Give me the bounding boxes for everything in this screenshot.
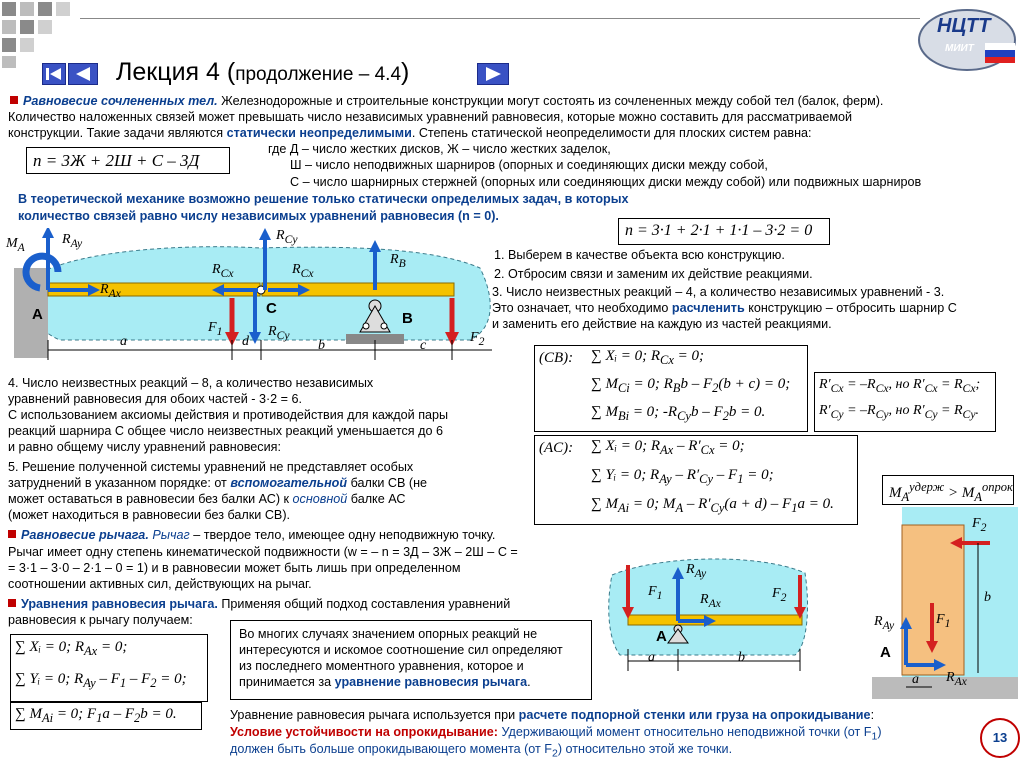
step-5b: затруднений в указанном порядке: от вспомогательной балки СВ (не	[8, 476, 428, 490]
equations-ac-box	[534, 435, 858, 525]
footer-line-2: Условие устойчивости на опрокидывание: Удерживающий момент относительно неподвижной точки (от $F_1$)	[230, 725, 882, 743]
eq-ac-1: ∑ Xᵢ = 0; $R_{Ax} - R'_{Cx} = 0$;	[591, 438, 745, 457]
step-5a: 5. Решение полученной системы уравнений не представляет особых	[8, 460, 414, 474]
lever-note-3: из последнего моментного уравнения, которое и	[239, 659, 524, 673]
eq-pair-1: $R'_{Cx} = -R_{Cx}$, но $R'_{Cx} = R_{Cx}$;	[819, 377, 981, 395]
lever-eq-box-1	[10, 634, 208, 702]
next-slide-button[interactable]	[477, 63, 509, 85]
eq-ac-2: ∑ Yᵢ = 0; $R_{Ay} - R'_{Cy} - F_1 = 0$;	[591, 467, 774, 486]
label-f2: $F_2$	[470, 330, 485, 348]
step-4b: уравнений равновесия для обоих частей - 3·2 = 6.	[8, 392, 303, 406]
stability-formula: $M_A^{удерж} > M_A^{опрок}$	[882, 475, 1014, 505]
lever-dim-a: a	[648, 650, 655, 665]
lever-label-a: A	[656, 628, 667, 645]
lever-eq-3: ∑ $M_{Ai} = 0$; $F_1a - F_2b = 0$.	[15, 706, 177, 725]
footer-line-3: должен быть больше опрокидывающего момента (от $F_2$) относительно этой же точки.	[230, 742, 733, 760]
equations-cb-label: (CB):	[539, 350, 574, 366]
wall-label-rax: $R_{Ax}$	[946, 670, 967, 688]
lever-dim-b: b	[738, 650, 745, 665]
equations-ac-label: (AC):	[539, 440, 574, 456]
eq-cb-3: ∑ $M_{Bi} = 0$; $-R_{Cy}b - F_2b = 0$.	[591, 404, 766, 423]
step-1: 1. Выберем в качестве объекта всю конструкцию.	[494, 248, 785, 262]
lever-note-2: интересуются и искомое соотношение сил определяют	[239, 643, 563, 657]
logo	[915, 5, 1020, 75]
dim-c: c	[420, 338, 427, 353]
step-5d: (может находиться в равновесии без балки СВ).	[8, 508, 291, 522]
dim-b: b	[318, 338, 325, 353]
intro-line-3: конструкции. Такие задачи являются статически неопределимыми. Степень статической неопределимости для плоских систем равна:	[8, 126, 812, 140]
step-4d: реакций шарнира С общее число неизвестных реакций уменьшается до 6	[8, 424, 443, 438]
label-rcx: $R_{Cx}$	[292, 262, 314, 280]
intro-line-2: Количество наложенных связей может превышать число независимых уравнений равновесия, которые можно составить для рассматриваемой	[8, 110, 853, 124]
label-c: C	[266, 300, 277, 317]
wall-dim-b: b	[984, 590, 991, 605]
lever-label-f1: $F_1$	[648, 584, 663, 602]
wall-label-ray: $R_{Ay}$	[874, 614, 895, 632]
label-b-support: B	[402, 310, 413, 327]
eq-ac-3: ∑ $M_{Ai} = 0$; $M_A - R'_{Cy}(a + d) - F_1a = 0$.	[591, 496, 834, 515]
equations-cb-box	[534, 345, 808, 432]
lever-eq-2: ∑ Yᵢ = 0; $R_{Ay} - F_1 - F_2 = 0$;	[15, 671, 187, 690]
definition-c: С – число шарнирных стержней (опорных или соединяющих диски между собой) или подвижных шарниров	[290, 175, 922, 189]
dim-d: d	[242, 334, 249, 349]
corner-squares	[0, 0, 80, 70]
lever-heading: Равновесие рычага. Рычаг – твердое тело, имеющее одну неподвижную точку.	[8, 528, 495, 543]
step-4a: 4. Число неизвестных реакций – 8, а количество независимых	[8, 376, 374, 390]
lever-label-ray: $R_{Ay}$	[686, 562, 707, 580]
intro-line-1: Равновесие сочлененных тел. Железнодорожные и строительные конструкции могут состоять из сочлененных между собой тел (балок, ферм).	[10, 94, 883, 109]
page-title: Лекция 4 (продолжение – 4.4)	[116, 58, 410, 86]
theory-line-1: В теоретической механике возможно решение только статически определимых задач, в которых	[18, 192, 629, 206]
step-4e: и равно общему числу уравнений равновесия:	[8, 440, 281, 454]
dim-a: a	[120, 334, 127, 349]
label-rcy: $R_{Cy}$	[276, 228, 298, 246]
lever-note-box	[230, 620, 592, 700]
lever-line-3: = 3·1 – 3·0 – 2·1 – 0 = 1) и в равновесии может быть лишь при определенном	[8, 561, 461, 575]
wall-label-f2: $F_2$	[972, 516, 987, 534]
header-rule	[80, 18, 920, 19]
eq-cb-2: ∑ $M_{Ci} = 0$; $R_Bb - F_2(b + c) = 0$;	[591, 376, 791, 395]
footer-line-1: Уравнение равновесия рычага используется при расчете подпорной стенки или груза на опрокидывание:	[230, 708, 875, 722]
label-ma: $M_A$	[6, 236, 25, 254]
eq-cb-1: ∑ Xᵢ = 0; $R_{Cx} = 0$;	[591, 348, 705, 367]
logo-subtext: МИИТ	[945, 43, 974, 54]
bullet-square-icon	[8, 530, 16, 538]
label-rb: $R_B$	[390, 252, 406, 270]
step-3b: Это означает, что необходимо расчленить конструкцию – отбросить шарнир С	[492, 301, 957, 315]
bullet-square-icon	[8, 599, 16, 607]
lever-label-rax: $R_{Ax}$	[700, 592, 721, 610]
wall-label-a: A	[880, 644, 891, 661]
step-4c: С использованием аксиомы действия и противодействия для каждой пары	[8, 408, 449, 422]
step-2: 2. Отбросим связи и заменим их действие реакциями.	[494, 267, 813, 281]
label-f1: $F_1$	[208, 320, 223, 338]
lever-eq-1: ∑ Xᵢ = 0; $R_{Ax} = 0$;	[15, 639, 128, 658]
lever-note-1: Во многих случаях значением опорных реакций не	[239, 627, 538, 641]
theory-line-2: количество связей равно числу независимых уравнений равновесия (n = 0).	[18, 209, 499, 223]
lever-diagram	[600, 545, 815, 685]
logo-text: НЦТТ	[937, 15, 991, 37]
step-5c: может оставаться в равновесии без балки АС) к основной балке АС	[8, 492, 406, 506]
lever-line-2: Рычаг имеет одну степень кинематической подвижности (w = – n = 3Д – 3Ж – 2Ш – С =	[8, 545, 518, 559]
lever-eq-heading: Уравнения равновесия рычага. Применяя общий подход составления уравнений	[8, 597, 510, 612]
prev-slide-button[interactable]	[68, 63, 98, 85]
label-a: A	[32, 306, 43, 323]
step-3a: 3. Число неизвестных реакций – 4, а количество независимых уравнений - 3.	[492, 285, 945, 299]
equations-pair-box	[814, 372, 996, 432]
label-rcy-prime: $R_{Cy}$	[268, 324, 290, 342]
label-ray: $R_{Ay}$	[62, 232, 83, 250]
step-3c: и заменить его действие на каждую из частей реакциями.	[492, 317, 832, 331]
first-slide-button[interactable]	[42, 63, 66, 85]
page-number: 13	[980, 718, 1020, 758]
lever-eq-box-2	[10, 702, 202, 730]
definition-sh: Ш – число неподвижных шарниров (опорных и соединяющих диски между собой,	[290, 158, 768, 172]
lever-note-4: принимается за уравнение равновесия рычага.	[239, 675, 531, 689]
label-rcx-prime: $R_{Cx}$	[212, 262, 234, 280]
formula-static-degree: n = 3Ж + 2Ш + С – 3Д	[26, 147, 230, 174]
wall-label-f1: $F_1$	[936, 612, 951, 630]
label-rax: $R_{Ax}$	[100, 282, 121, 300]
retaining-wall-diagram	[870, 505, 1020, 700]
lever-label-f2: $F_2$	[772, 586, 787, 604]
lever-eq-line-2: равновесия к рычагу получаем:	[8, 613, 193, 627]
definition-d: где Д – число жестких дисков, Ж – число жестких заделок,	[268, 142, 611, 156]
eq-pair-2: $R'_{Cy} = -R_{Cy}$, но $R'_{Cy} = R_{Cy}$.	[819, 403, 979, 421]
bullet-square-icon	[10, 96, 18, 104]
formula-calc: n = 3·1 + 2·1 + 1·1 – 3·2 = 0	[618, 218, 830, 245]
lever-line-4: соотношении активных сил, действующих на рычаг.	[8, 577, 312, 591]
wall-dim-a: a	[912, 672, 919, 687]
